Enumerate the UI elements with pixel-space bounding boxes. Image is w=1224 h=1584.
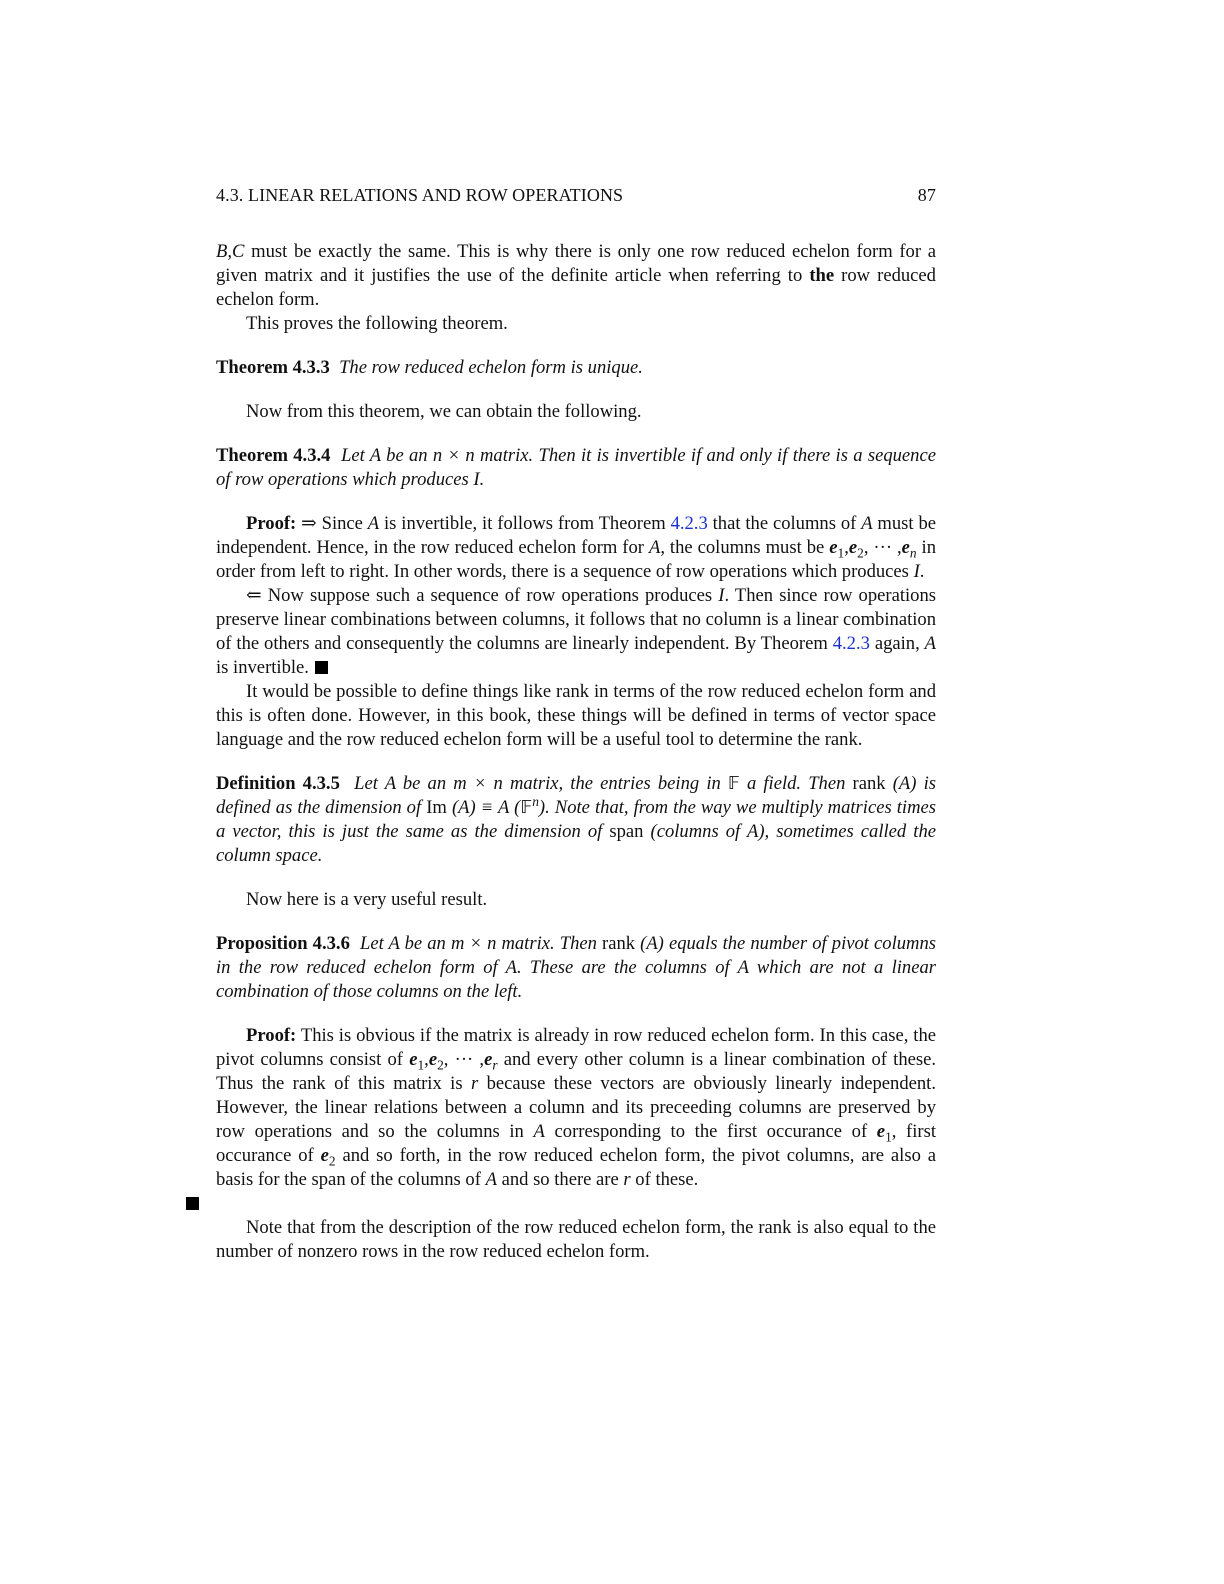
paragraph-theorem-lead: This proves the following theorem. [246, 313, 508, 334]
proof-label: Proof: [246, 513, 297, 534]
paragraph-rank: It would be possible to define things like rank in terms of the row reduced echelon form and this is often done. However, in this book, these things will be defined in terms of vector space language and the row reduced echelon form will be a useful tool to determine the rank. [216, 681, 936, 750]
paragraph-intro: B,C must be exactly the same. This is why there is only one row reduced echelon form for a given matrix and it justifies the use of the definite article when referring to the row reduced echelon form. [216, 241, 936, 310]
paragraph-note: Note that from the description of the row reduced echelon form, the rank is also equal to the number of nonzero rows in the row reduced echelon form. [216, 1217, 936, 1262]
theorem-4-3-4: Theorem 4.3.4 Let A be an n × n matrix. Then it is invertible if and only if there is a sequence of row operations which produces I. [216, 445, 936, 490]
definition-4-3-5: Definition 4.3.5 Let A be an m × n matrix, the entries being in 𝔽 a field. Then rank (A) is defined as the dimension of Im (A) ≡ A (𝔽$^n$). Note that, from the way we multiply matrices times a vector, this is just the same as the dimension of span (columns of A), sometimes called the column space. [216, 773, 936, 866]
theorem-link[interactable]: 4.2.3 [832, 633, 870, 654]
implies-arrow: ⇒ [301, 513, 317, 534]
definition-label: Definition 4.3.5 [216, 773, 340, 794]
page-content [216, 183, 936, 1264]
theorem-4-3-3: Theorem 4.3.3 The row reduced echelon form is unique. [216, 357, 643, 378]
running-header [216, 183, 936, 207]
section-title: 4.3. LINEAR RELATIONS AND ROW OPERATIONS [216, 185, 624, 205]
page-number: 87 [917, 185, 936, 205]
theorem-label: Theorem 4.3.3 [216, 357, 330, 378]
proof-label: Proof: [246, 1025, 297, 1046]
qed-square-icon [186, 1197, 199, 1210]
qed-square-icon [315, 661, 328, 674]
proposition-4-3-6: Proposition 4.3.6 Let A be an m × n matrix. Then rank (A) equals the number of pivot columns in the row reduced echelon form of A. These are the columns of A which are not a linear combination of those columns on the left. [216, 933, 937, 1002]
proposition-label: Proposition 4.3.6 [216, 933, 350, 954]
paragraph-result: Now here is a very useful result. [246, 889, 488, 910]
paragraph-following: Now from this theorem, we can obtain the following. [246, 401, 642, 422]
implied-by-arrow: ⇐ [246, 585, 262, 606]
math-var: B,C [216, 241, 245, 262]
proof-backward: ⇐ Now suppose such a sequence of row operations produces I. Then since row operations preserve linear combinations between columns, it follows that no column is a linear combination of the others and consequently the columns are linearly independent. By Theorem 4.2.3 again, A is invertible. [216, 585, 936, 678]
bold-word: the [809, 265, 835, 286]
proof-forward: Proof: ⇒ Since A is invertible, it follows from Theorem 4.2.3 that the columns of A must be independent. Hence, in the row reduced echelon form for A, the columns must be $e_1,e_2$, ··· $,e_n$ in order from left to right. In other words, there is a sequence of row operations which produces I. [216, 513, 937, 582]
theorem-link[interactable]: 4.2.3 [670, 513, 708, 534]
proof-proposition: Proof: This is obvious if the matrix is already in row reduced echelon form. In this case, the pivot columns consist of $e_1,e_2$, ··· $,e_r$ and every other column is a linear combination of these. Thus the rank of this matrix is r because these vectors are obviously linearly independent. However, the linear relations between a column and its preceeding columns are preserved by row operations and so the columns in A corresponding to the first occurance of $e_1$, first occurance of $e_2$ and so forth, in the row reduced echelon form, the pivot columns, are also a basis for the span of the columns of A and so there are r of these. [216, 1024, 936, 1216]
math-expr: n × n [432, 445, 475, 466]
theorem-label: Theorem 4.3.4 [216, 445, 331, 466]
